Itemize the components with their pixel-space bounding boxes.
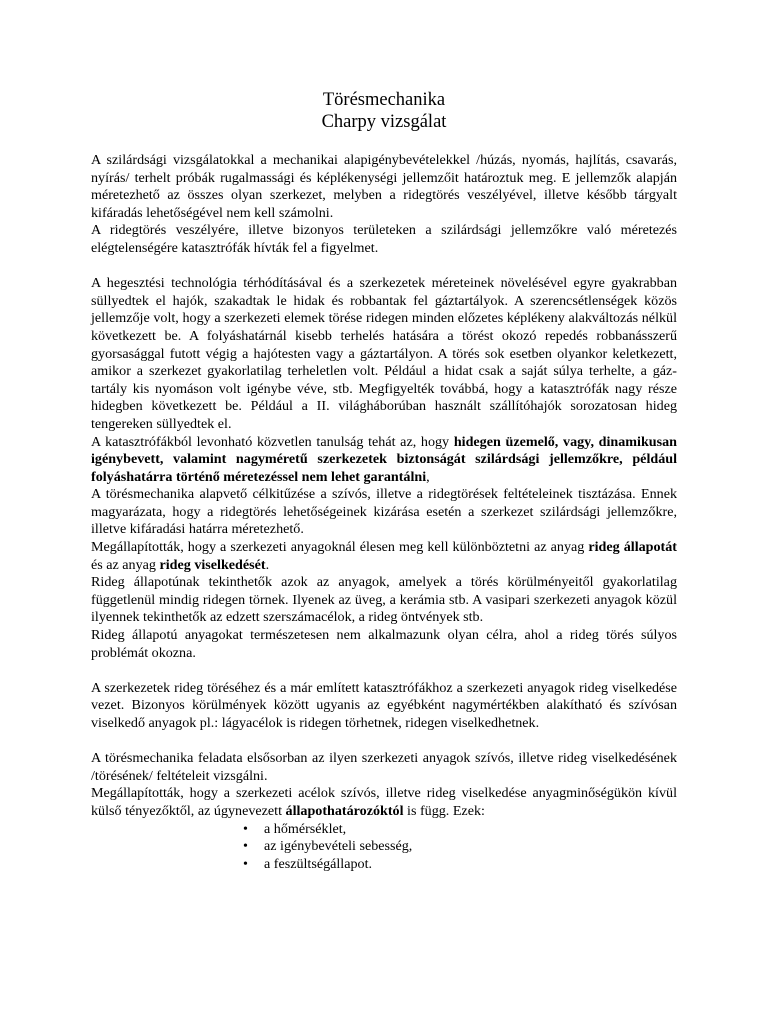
lesson-text: A katasztrófákból levonható közvetlen tanulság tehát az, hogy bbox=[91, 433, 454, 450]
list-item bbox=[91, 821, 677, 839]
document-title: Törésmechanika bbox=[322, 90, 446, 110]
list-item-text: a feszültségállapot. bbox=[264, 855, 373, 872]
paragraph-brittle-state: Rideg állapotúnak tekinthetők azok az anyagok, amelyek a törés körülményeitől gyakorlatilag függetlenül mindig ridegen törnek. Ilyenek az üveg, a kerámia stb. A vasipari szerkezeti anyagok közül ilyennek tekinthetők az edzett szerszámacélok, a rideg öntvények stb. bbox=[91, 574, 677, 626]
list-item bbox=[91, 838, 677, 856]
paragraph-goal: A törésmechanika alapvető célkitűzése a szívós, illetve a ridegtörések feltételeinek tisztázása. Ennek magyarázata, hogy a ridegtörés lehetőségeinek kizárása esetén a szerkezet szilárdsági jellemzőkre, illetve kifáradási határra méretezhető. bbox=[91, 486, 677, 538]
factors-end: is függ. Ezek: bbox=[403, 802, 485, 819]
factors-list bbox=[91, 821, 677, 874]
bullet-icon: • bbox=[243, 820, 248, 837]
paragraph-brittle-danger: A ridegtörés veszélyére, illetve bizonyos területeken a szilárdsági jellemzőkre való méretezés elégtelenségére katasztrófák hívták fel a figyelmet. bbox=[91, 222, 677, 256]
paragraph-welding-history: A hegesztési technológia térhódításával és a szerkezetek méreteinek növelésével egyre gyakrabban süllyedtek el hajók, szakadtak le hidak és robbantak fel gáztartályok. A szerencsétlenségek közös jellemzője volt, hogy a szerkezeti elemek törése ridegen minden előzetes képlékeny alakváltozás nélkül következett be. A folyáshatárnál kisebb terhelés hatására a törést okozó repedés robbanásszerű gyorsasággal futott végig a hajótesten vagy a gáztartályon. A törés sok esetben olyankor keletkezett, amikor a szerkezet gyakorlatilag terheletlen volt. Például a hidat csak a saját súlya terhelte, a gáz-tartály kis nyomáson volt igénybe véve, stb. Megfigyelték továbbá, hogy a katasztrófák nagy része hidegben következett be. Például a II. világháborúban használt szállítóhajók sorozatosan hideg tengereken süllyedtek el. bbox=[91, 275, 677, 432]
bullet-icon: • bbox=[243, 838, 248, 855]
paragraph-usage: Rideg állapotú anyagokat természetesen nem alkalmazunk olyan célra, ahol a rideg törés súlyos problémát okozna. bbox=[91, 627, 677, 661]
list-item bbox=[91, 856, 677, 874]
factors-emphasis: állapothatározóktól bbox=[285, 802, 404, 819]
paragraph-factors bbox=[91, 785, 677, 820]
list-item-text: az igénybevételi sebesség, bbox=[264, 838, 413, 855]
bullet-icon: • bbox=[243, 855, 248, 872]
factors-text: Megállapították, hogy a szerkezeti acélok szívós, illetve rideg viselkedése anyagminőségükön kívül külső tényezőktől, az úgynevezett bbox=[91, 785, 677, 819]
distinction-mid: és az anyag bbox=[91, 556, 160, 573]
body-text bbox=[91, 152, 677, 873]
paragraph-distinction bbox=[91, 539, 677, 574]
paragraph-intro: A szilárdsági vizsgálatokkal a mechanikai alapigénybevételekkel /húzás, nyomás, hajlítás, csavarás, nyírás/ terhelt próbák rugalmassági és képlékenységi jellemzőit határoztuk meg. E jellemzők alapján méretezhető az összes olyan szerkezet, melyben a ridegtörés veszélyével, illetve később tárgyalt kifáradás lehetőségével nem kell számolni. bbox=[91, 152, 677, 221]
distinction-behavior: rideg viselkedését bbox=[159, 556, 266, 573]
document-subtitle: Charpy vizsgálat bbox=[321, 112, 447, 132]
paragraph-lesson bbox=[91, 434, 677, 487]
title-block bbox=[0, 89, 768, 133]
distinction-state: rideg állapotát bbox=[588, 539, 677, 556]
paragraph-brittle-behavior: A szerkezetek rideg töréséhez és a már említett katasztrófákhoz a szerkezeti anyagok rideg viselkedése vezet. Bizonyos körülmények között ugyanis az egyébként nagymértékben alakítható és szívósan viselkedő anyagok pl.: lágyacélok is ridegen törhetnek, ridegen viselkedhetnek. bbox=[91, 679, 677, 731]
distinction-text: Megállapították, hogy a szerkezeti anyagoknál élesen meg kell különböztetni az anyag bbox=[91, 539, 589, 556]
distinction-end: . bbox=[265, 556, 270, 573]
list-item-text: a hőmérséklet, bbox=[264, 820, 347, 837]
lesson-emphasis: hidegen üzemelő, vagy, dinamikusan igénybevett, valamint nagyméretű szerkezetek biztonságát szilárdsági jellemzőkre, például folyáshatárra történő méretezéssel nem lehet garantálni bbox=[91, 433, 678, 485]
paragraph-task: A törésmechanika feladata elsősorban az ilyen szerkezeti anyagok szívós, illetve rideg viselkedésének /törésének/ feltételeit vizsgálni. bbox=[91, 750, 677, 784]
lesson-end: , bbox=[426, 468, 430, 485]
